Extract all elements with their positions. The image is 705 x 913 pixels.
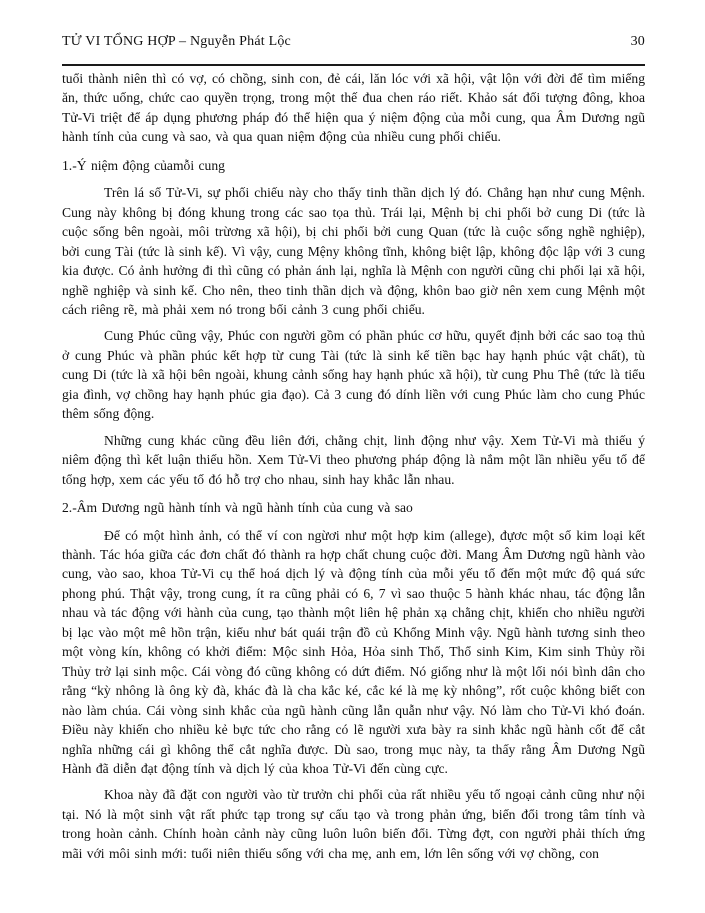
page-number: 30 (630, 34, 645, 49)
body-paragraph: Cung Phúc cũng vậy, Phúc con người gồm có phần phúc cơ hữu, quyết định bởi các sao toạ thủ ở cung Phúc và phần phúc kết hợp từ cung Tài (tức là sinh kế tiền bạc hay hạnh phúc vật chất), tù cung Di (tức là xã hội bên ngoài, khung cảnh sống hay hạnh phúc xã hội), từ cung Phu Thê (tức là tiểu gia đình, vợ chồng hay hạnh phúc gia đạo). Cả 3 cung đó dính liền với cung Phúc làm cho cung Phúc thêm sống động. (62, 328, 645, 422)
body-paragraph: Để có một hình ảnh, có thể ví con ngừơi như một hợp kim (allege), đựơc một số kim loại kết thành. Tác hóa giữa các đơn chất đó thành ra hợp chất chung cuộc đời. Mang Âm Dương ngũ hành vào cung, vào sao, khoa Tử-Vi cụ thể hoá dịch lý và động tính của mỗi yếu tố đến một mức độ quá sức phong phú. Thật vậy, trong cung, ít ra cũng phải có 6, 7 vì sao thuộc 5 hành khác nhau, tác động lẫn nhau và tác động với hành của cung, tạo thành một liên hệ phản xạ chằng chịt, khiến cho nhiều người bị lạc vào một mê hồn trận, kiểu như bát quái trận đồ củ Khổng Minh vậy. Ngũ hành tương sinh theo một vòng kín, không có khởi điểm: Mộc sinh Hỏa, Hỏa sinh Thổ, Thổ sinh Kim, Kim sinh Thủy rồi Thủy trở lại sinh mộc. Cái vòng đó cũng không có dứt điểm. Nó giống như là một lối nói bình dân cho rằng “kỳ nhông là ông kỳ đà, khác đà là cha kắc ké, cắc ké là mẹ kỳ nhông”, rốt cuộc không biết con nào làm chúa. Cái vòng sinh khắc của ngũ hành cũng lẫn quẫn như vậy. Nó làm cho Tử-Vi khó đoán. Điều này khiến cho nhiều kẻ bực tức cho rằng có lẽ người xưa bày ra sinh khắc ngũ hành cốt để cắt nghĩa những cái gì không thể cắt nghĩa được. Dù sao, trong mục này, ta thấy rằng Âm Dương Ngũ Hành đã diễn đạt động tính và dịch lý của khoa Tử-Vi đến cùng cực. (62, 527, 645, 776)
body-text (62, 69, 645, 863)
book-title: TỬ VI TỔNG HỢP – Nguyễn Phát Lộc (62, 34, 291, 49)
body-paragraph: Khoa này đã đặt con người vào từ trưởn chi phối của rất nhiều yếu tố ngoại cảnh cũng như nội tại. Nó là một sinh vật rất phức tạp trong sự cấu tạo và trong phản ứng, biến đổi trong tâm tính và trong hoàn cảnh. Chính hoàn cảnh này cũng luôn luôn biến đổi. Từng đợt, con người phải thích ứng mãi với môi sinh mới: tuổi niên thiếu sống với cha mẹ, anh em, lớn lên sống với vợ chồng, con (62, 787, 645, 861)
page-header (62, 34, 645, 66)
body-paragraph: Trên lá số Tử-Vi, sự phối chiếu này cho thấy tinh thần dịch lý đó. Chẳng hạn như cung Mệnh. Cung này không bị đóng khung trong các sao tọa thủ. Trái lại, Mệnh bị chi phối bở cung Di (tức là cuộc sống bên ngoài, môi trừơng xã hội), bị chi phối bởi cung Quan (tức là cuộc sống nghề nghiệp), bởi cung Tài (tức là sinh kế). Vì vậy, cung Mệny không tĩnh, không biệt lập, không độc lập với 3 cung kia được. Có ảnh hưởng đi thì cũng có phản ánh lại, nghĩa là Mệnh con người cũng chi phối lại xã hội, nghề nghiệp và sinh kế. Cho nên, theo tinh thần dịch và động, khôn bao giờ nên xem cung Mệnh một cách riêng rẽ, mà phải xem nó trong bối cảnh 3 cung phối chiếu. (62, 185, 645, 317)
section-heading: 1.-Ý niệm động củamỗi cung (62, 157, 225, 173)
body-paragraph: Những cung khác cũng đều liên đới, chằng chịt, linh động như vậy. Xem Tử-Vi mà thiếu ý niêm động thì kết luận thiếu hồn. Xem Tử-Vi theo phương pháp động là nắm một lần nhiều yếu tố để tổng hợp, xem các yếu tố đó hỗ trợ cho nhau, sinh hay khắc lẫn nhau. (62, 432, 645, 487)
body-paragraph: tuổi thành niên thì có vợ, có chồng, sinh con, đẻ cái, lăn lóc với xã hội, vật lộn với đời để tìm miếng ăn, thức uống, chức cao quyền trọng, trong một thế đua chen ráo riết. Khảo sát đối tượng đông, khoa Tử-Vi triệt để áp dụng phương pháp đó thể hiện qua ý niệm động của mỗi cung, qua Âm Dương ngũ hành tính của cung và sao, và qua quan niệm động của nhiều cung phối chiếu. (62, 71, 645, 145)
section-heading: 2.-Âm Dương ngũ hành tính và ngũ hành tính của cung và sao (62, 500, 413, 516)
